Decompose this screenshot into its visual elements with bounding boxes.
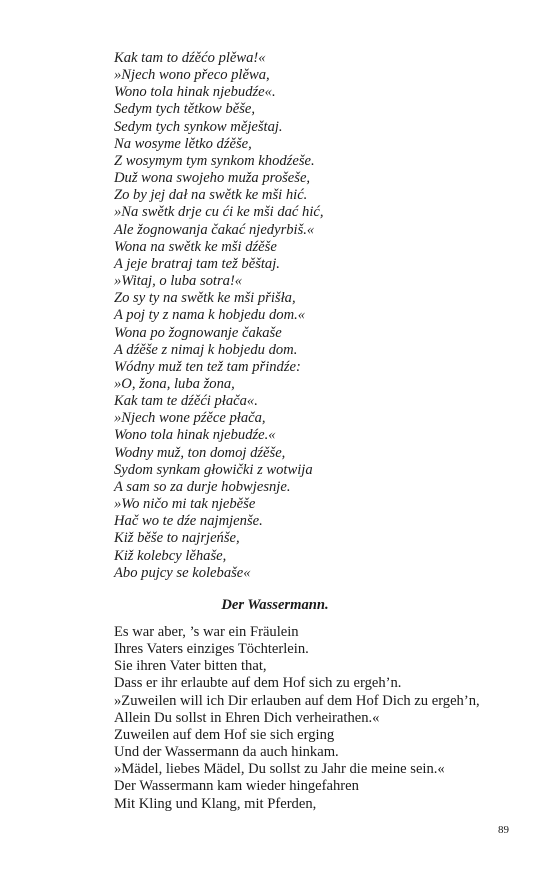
poem-line: Wona na swětk ke mši dźěše	[114, 238, 277, 255]
poem-line: Wona po žognowanje čakaše	[114, 324, 282, 341]
prose-line: Allein Du sollst in Ehren Dich verheirathen.«	[114, 709, 380, 726]
prose-line: Sie ihren Vater bitten that,	[114, 658, 267, 675]
poem-line: Ale žognowanja čakać njedyrbiš.«	[114, 221, 315, 238]
poem-line: Na wosyme lětko dźěše,	[114, 135, 252, 152]
poem-line: A jeje bratraj tam tež běštaj.	[114, 255, 280, 272]
poem-line: Kak tam to dźěćo plěwa!«	[114, 50, 266, 66]
prose-line: Mit Kling und Klang, mit Pferden,	[114, 795, 317, 812]
poem-line: Sedym tych tětkow běše,	[114, 101, 256, 118]
poem-line: »Na swětk drje cu ći ke mši dać hić,	[114, 204, 324, 221]
poem-line: Z wosymym tym synkom khodźeše.	[114, 152, 315, 169]
poem-line: Hač wo te dźe najmjenše.	[114, 513, 263, 530]
poem-line: A sam so za durje hobwjesnje.	[114, 478, 291, 495]
prose-line: Es war aber, ’s war ein Fräulein	[114, 624, 299, 640]
prose-line: Zuweilen auf dem Hof sie sich erging	[114, 726, 335, 743]
prose-line: »Zuweilen will ich Dir erlauben auf dem Hof Dich zu ergeh’n,	[114, 692, 480, 709]
prose-line: Der Wassermann kam wieder hingefahren	[114, 778, 359, 795]
poem-line: Wono tola hinak njebudźe.«	[114, 427, 276, 444]
poem-line: Kiž běše to najrjeńše,	[114, 530, 240, 547]
poem-line: »Njech wone pźěce płača,	[114, 410, 266, 427]
poem-line: »Wo ničo mi tak njeběše	[114, 496, 256, 513]
poem-line: Kiž kolebcy lěhaše,	[114, 547, 227, 564]
poem-line: »Witaj, o luba sotra!«	[114, 273, 243, 290]
page-number: 89	[498, 824, 509, 836]
prose-line: Ihres Vaters einziges Töchterlein.	[114, 641, 309, 658]
poem-line: Kak tam te dźěći płača«.	[114, 393, 258, 410]
german-translation	[114, 624, 544, 813]
poem-line: A dźěše z nimaj k hobjedu dom.	[114, 341, 298, 358]
prose-line: Dass er ihr erlaubte auf dem Hof sich zu ergeh’n.	[114, 675, 402, 692]
prose-line: »Mädel, liebes Mädel, Du sollst zu Jahr die meine sein.«	[114, 761, 445, 778]
poem-line: »O, žona, luba žona,	[114, 375, 235, 392]
poem-line: Duž wona swojeho muža prošeše,	[114, 170, 311, 187]
prose-line: Und der Wassermann da auch hinkam.	[114, 744, 339, 761]
sorbian-poem	[114, 50, 534, 582]
poem-line: Sedym tych synkow měještaj.	[114, 118, 283, 135]
poem-line: Wódny muž ten tež tam přindźe:	[114, 358, 301, 375]
poem-line: »Njech wono přeco plěwa,	[114, 67, 270, 84]
poem-line: Zo sy ty na swětk ke mši přišła,	[114, 290, 296, 307]
poem-line: Zo by jej dał na swětk ke mši hić.	[114, 187, 308, 204]
poem-line: A poj ty z nama k hobjedu dom.«	[114, 307, 306, 324]
poem-line: Abo pujcy se kolebaše«	[114, 564, 251, 581]
poem-line: Wodny muž, ton domoj dźěše,	[114, 444, 286, 461]
section-heading: Der Wassermann.	[221, 597, 329, 613]
poem-line: Wono tola hinak njebudźe«.	[114, 84, 276, 101]
poem-line: Sydom synkam głowički z wotwija	[114, 461, 313, 478]
